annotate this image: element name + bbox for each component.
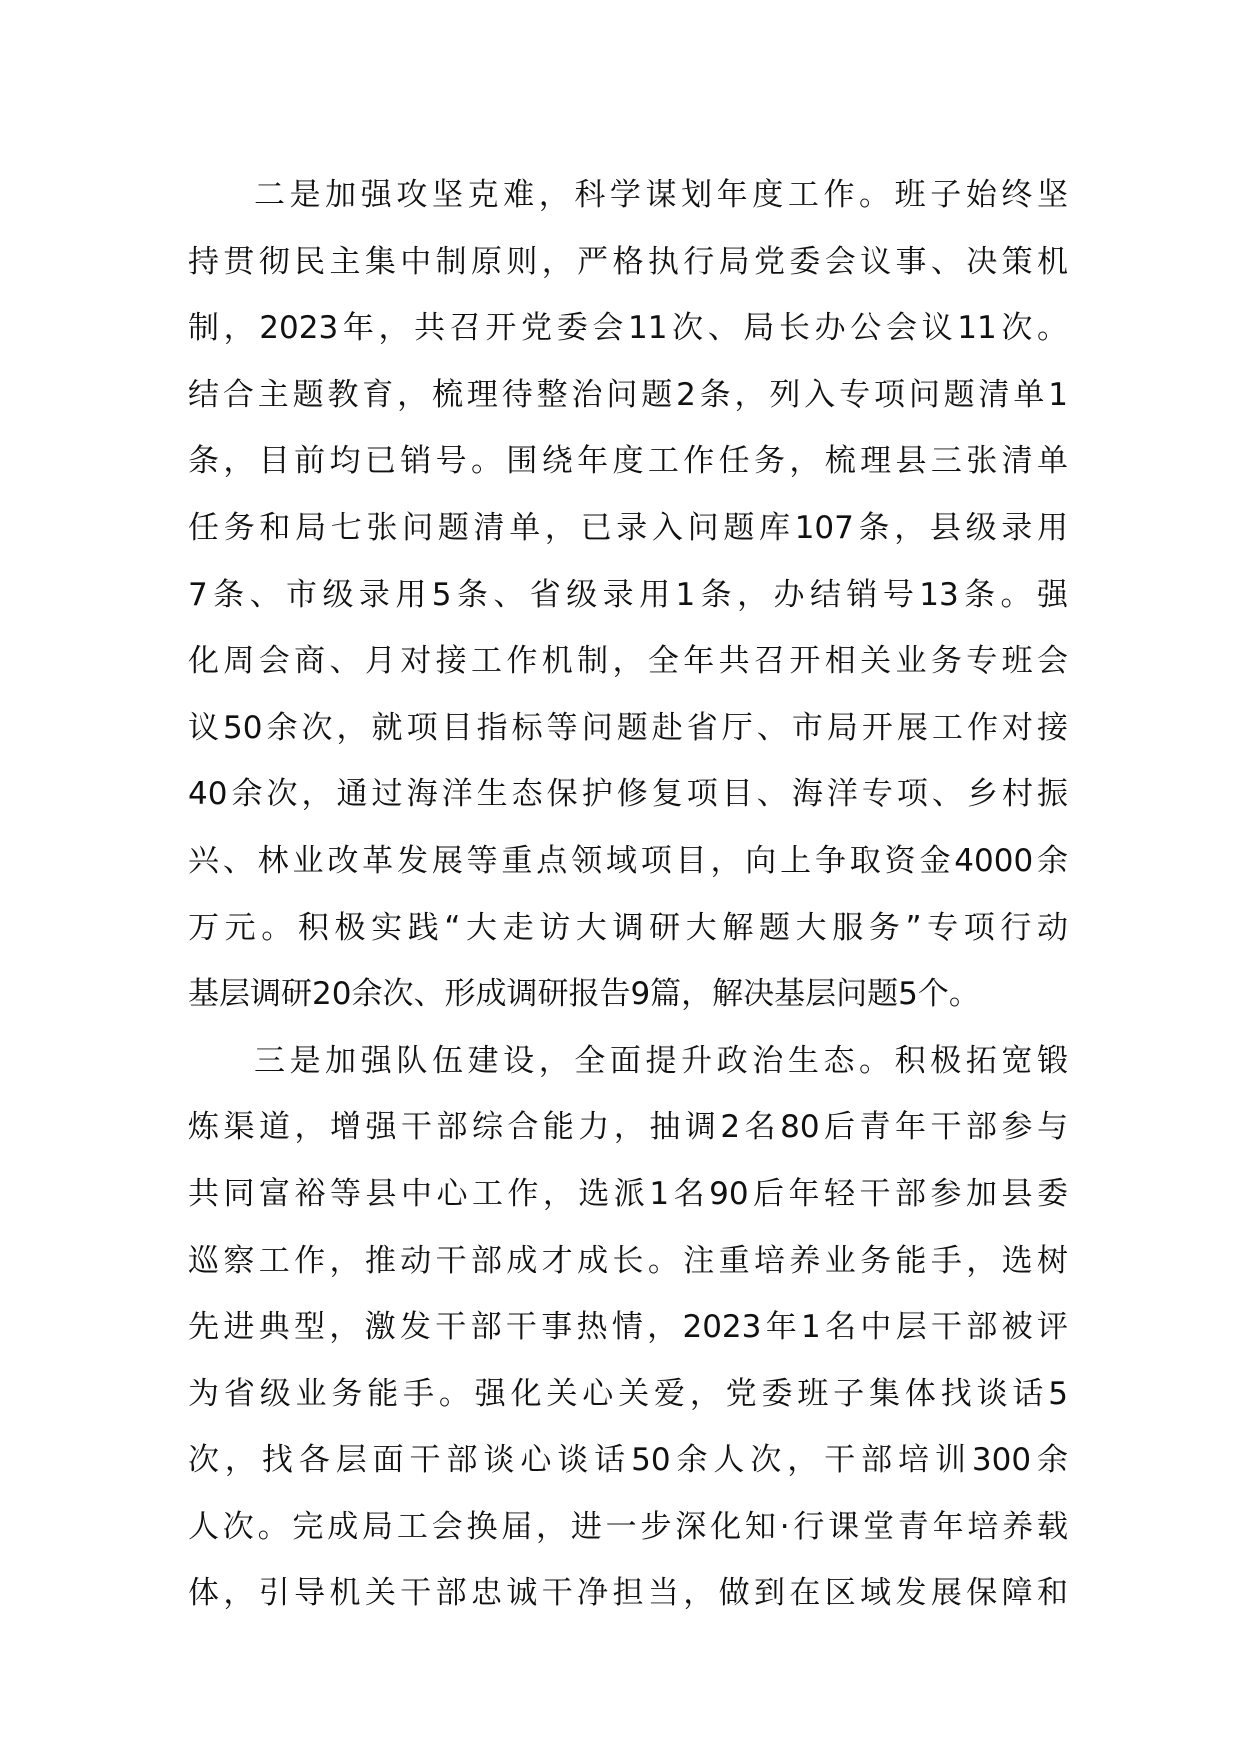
paragraph-line: 三是加强队伍建设，全面提升政治生态。积极拓宽锻	[254, 1042, 1068, 1079]
paragraph-line: 结合主题教育，梳理待整治问题2条，列入专项问题清单1	[188, 376, 1068, 413]
paragraph-line: 制，2023年，共召开党委会11次、局长办公会议11次。	[188, 310, 1068, 347]
paragraph-line: 人次。完成局工会换届，进一步深化知·行课堂青年培养载	[188, 1508, 1068, 1545]
paragraph-line: 化周会商、月对接工作机制，全年共召开相关业务专班会	[188, 643, 1068, 680]
paragraph-line: 兴、林业改革发展等重点领域项目，向上争取资金4000余	[188, 842, 1068, 879]
paragraph-team-work-planning	[188, 162, 1068, 1028]
paragraph-line: 40余次，通过海洋生态保护修复项目、海洋专项、乡村振	[188, 776, 1068, 813]
paragraph-line: 基层调研20余次、形成调研报告9篇，解决基层问题5个。	[188, 976, 980, 1013]
paragraph-line: 先进典型，激发干部干事热情，2023年1名中层干部被评	[188, 1309, 1068, 1346]
paragraph-line: 万元。积极实践“大走访大调研大解题大服务”专项行动	[188, 909, 1068, 946]
paragraph-team-building	[188, 1028, 1068, 1627]
paragraph-line: 议50余次，就项目指标等问题赴省厅、市局开展工作对接	[188, 709, 1068, 746]
paragraph-line: 二是加强攻坚克难，科学谋划年度工作。班子始终坚	[254, 177, 1068, 213]
paragraph-line: 条，目前均已销号。围绕年度工作任务，梳理县三张清单	[188, 443, 1068, 480]
paragraph-line: 共同富裕等县中心工作，选派1名90后年轻干部参加县委	[188, 1175, 1068, 1212]
paragraph-line: 7条、市级录用5条、省级录用1条，办结销号13条。强	[188, 576, 1068, 613]
paragraph-line: 次，找各层面干部谈心谈话50余人次，干部培训300余	[188, 1442, 1068, 1479]
paragraph-line: 持贯彻民主集中制原则，严格执行局党委会议事、决策机	[188, 243, 1068, 280]
paragraph-line: 巡察工作，推动干部成才成长。注重培养业务能手，选树	[188, 1242, 1068, 1279]
paragraph-line: 任务和局七张问题清单，已录入问题库107条，县级录用	[188, 509, 1068, 546]
paragraph-line: 炼渠道，增强干部综合能力，抽调2名80后青年干部参与	[188, 1109, 1068, 1146]
paragraph-line: 体，引导机关干部忠诚干净担当，做到在区域发展保障和	[188, 1575, 1068, 1612]
document-body	[188, 162, 1068, 1627]
paragraph-line: 为省级业务能手。强化关心关爱，党委班子集体找谈话5	[188, 1375, 1068, 1412]
